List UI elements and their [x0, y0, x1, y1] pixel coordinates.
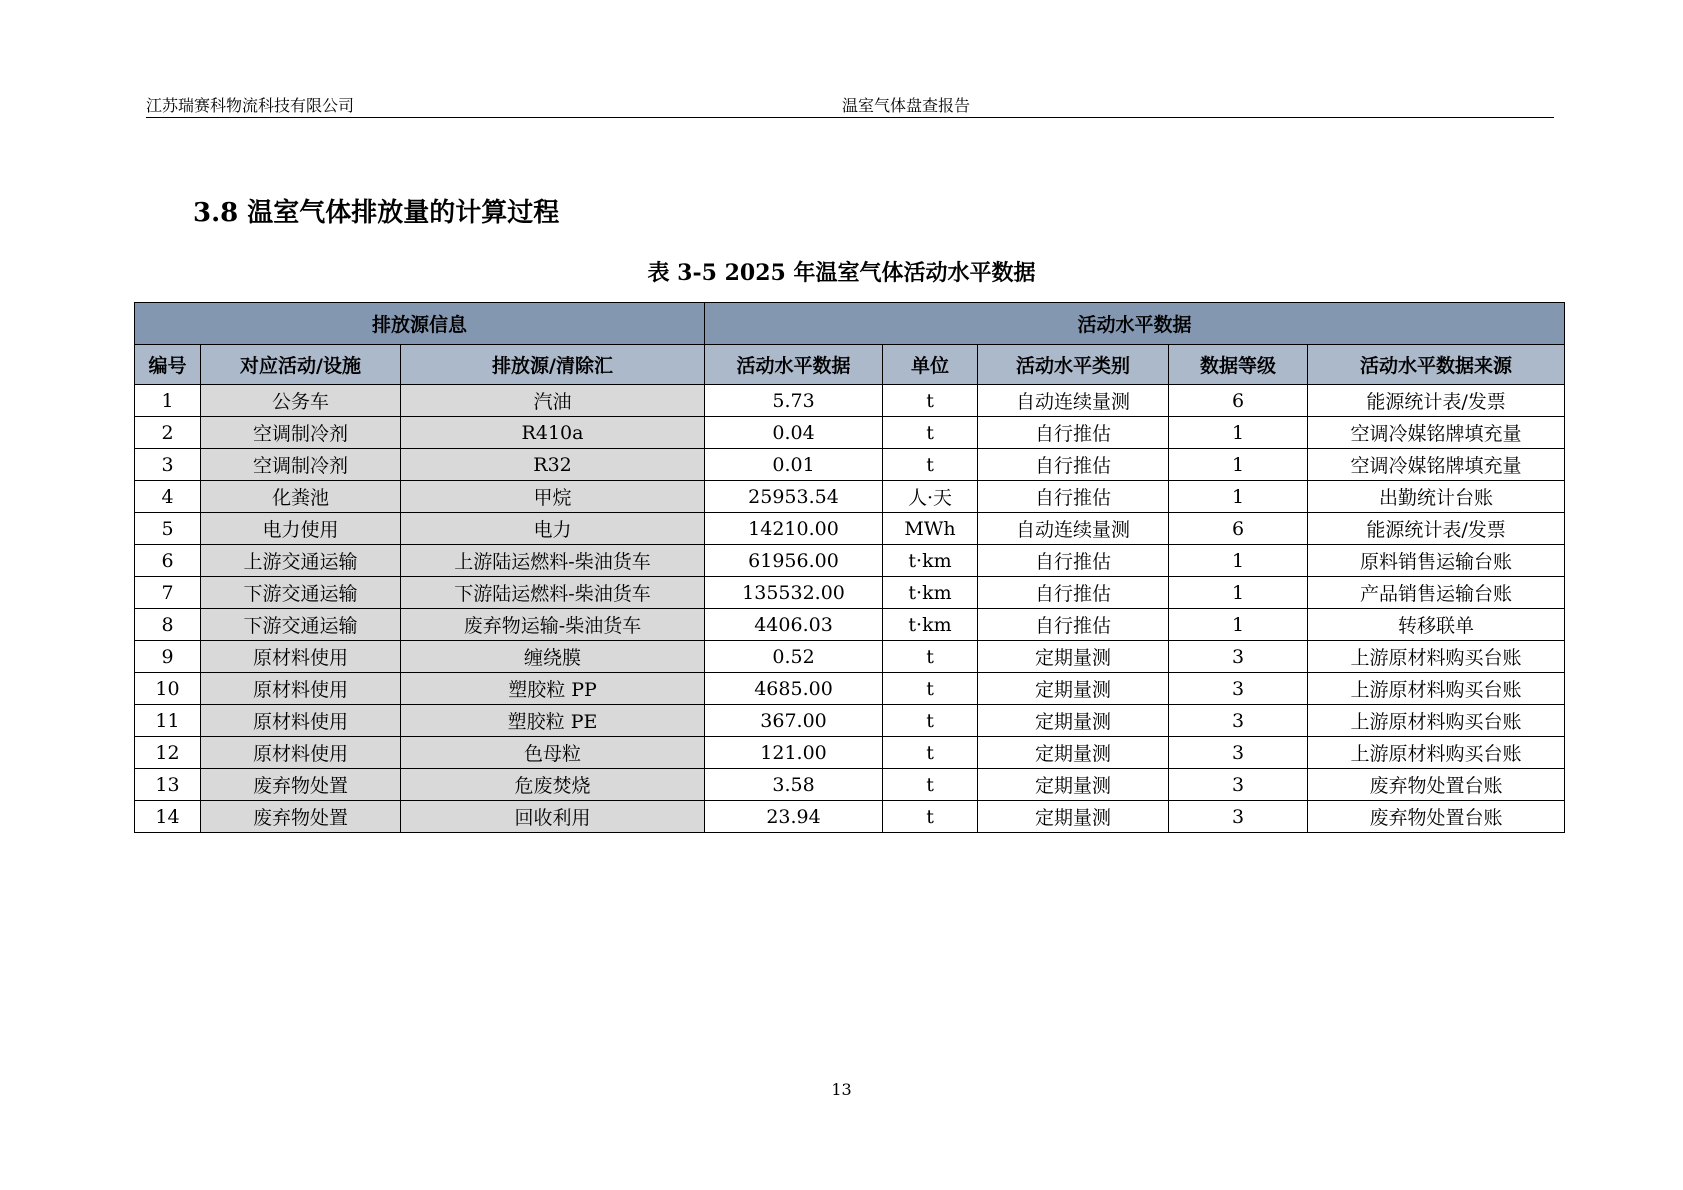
- cell-row-number: 8: [135, 609, 201, 641]
- cell-data-grade: 6: [1169, 385, 1308, 417]
- cell-data-source: 能源统计表/发票: [1308, 513, 1565, 545]
- table-row: [135, 545, 1565, 577]
- table-row: [135, 609, 1565, 641]
- section-title: 3.8 温室气体排放量的计算过程: [193, 198, 560, 228]
- cell-unit: t: [883, 417, 978, 449]
- cell-activity-facility: 原材料使用: [201, 737, 401, 769]
- cell-row-number: 4: [135, 481, 201, 513]
- cell-data-grade: 3: [1169, 673, 1308, 705]
- cell-emission-source: 汽油: [401, 385, 705, 417]
- cell-data-grade: 1: [1169, 481, 1308, 513]
- cell-emission-source: 色母粒: [401, 737, 705, 769]
- cell-emission-source: 塑胶粒 PP: [401, 673, 705, 705]
- table-row: [135, 673, 1565, 705]
- cell-activity-value: 4685.00: [705, 673, 883, 705]
- header-company: 江苏瑞赛科物流科技有限公司: [146, 96, 355, 115]
- cell-data-source: 原料销售运输台账: [1308, 545, 1565, 577]
- cell-data-grade: 1: [1169, 449, 1308, 481]
- header-report-title: 温室气体盘查报告: [842, 96, 971, 115]
- cell-emission-source: 回收利用: [401, 801, 705, 833]
- cell-data-grade: 1: [1169, 577, 1308, 609]
- cell-activity-value: 135532.00: [705, 577, 883, 609]
- cell-activity-category: 自行推估: [978, 545, 1169, 577]
- cell-data-source: 上游原材料购买台账: [1308, 673, 1565, 705]
- cell-data-source: 能源统计表/发票: [1308, 385, 1565, 417]
- cell-row-number: 3: [135, 449, 201, 481]
- cell-activity-value: 3.58: [705, 769, 883, 801]
- cell-activity-category: 自行推估: [978, 481, 1169, 513]
- cell-data-source: 空调冷媒铭牌填充量: [1308, 417, 1565, 449]
- cell-activity-value: 0.04: [705, 417, 883, 449]
- table-body: [135, 385, 1565, 833]
- cell-activity-facility: 电力使用: [201, 513, 401, 545]
- cell-activity-facility: 空调制冷剂: [201, 449, 401, 481]
- cell-activity-category: 定期量测: [978, 673, 1169, 705]
- table-row: [135, 737, 1565, 769]
- cell-row-number: 14: [135, 801, 201, 833]
- cell-activity-value: 121.00: [705, 737, 883, 769]
- cell-unit: t·km: [883, 545, 978, 577]
- cell-activity-value: 0.52: [705, 641, 883, 673]
- cell-activity-value: 25953.54: [705, 481, 883, 513]
- table-row: [135, 641, 1565, 673]
- cell-unit: t: [883, 641, 978, 673]
- cell-activity-category: 定期量测: [978, 801, 1169, 833]
- cell-emission-source: 甲烷: [401, 481, 705, 513]
- cell-emission-source: R32: [401, 449, 705, 481]
- cell-activity-category: 定期量测: [978, 769, 1169, 801]
- cell-activity-facility: 废弃物处置: [201, 801, 401, 833]
- cell-emission-source: 电力: [401, 513, 705, 545]
- cell-activity-value: 5.73: [705, 385, 883, 417]
- cell-emission-source: 塑胶粒 PE: [401, 705, 705, 737]
- cell-activity-value: 14210.00: [705, 513, 883, 545]
- column-header-row: [135, 345, 1565, 385]
- cell-activity-category: 定期量测: [978, 705, 1169, 737]
- column-header: 单位: [883, 345, 978, 385]
- cell-emission-source: 危废焚烧: [401, 769, 705, 801]
- cell-data-grade: 3: [1169, 769, 1308, 801]
- cell-data-source: 转移联单: [1308, 609, 1565, 641]
- table-row: [135, 449, 1565, 481]
- table-caption: 表 3-5 2025 年温室气体活动水平数据: [647, 260, 1036, 286]
- cell-unit: t: [883, 673, 978, 705]
- cell-row-number: 7: [135, 577, 201, 609]
- cell-data-grade: 3: [1169, 737, 1308, 769]
- cell-emission-source: 上游陆运燃料-柴油货车: [401, 545, 705, 577]
- cell-activity-value: 23.94: [705, 801, 883, 833]
- cell-unit: t: [883, 801, 978, 833]
- cell-unit: t: [883, 449, 978, 481]
- cell-activity-facility: 原材料使用: [201, 673, 401, 705]
- cell-emission-source: 缠绕膜: [401, 641, 705, 673]
- cell-emission-source: 下游陆运燃料-柴油货车: [401, 577, 705, 609]
- table-row: [135, 769, 1565, 801]
- cell-activity-category: 定期量测: [978, 737, 1169, 769]
- column-header: 排放源/清除汇: [401, 345, 705, 385]
- cell-row-number: 13: [135, 769, 201, 801]
- cell-data-source: 上游原材料购买台账: [1308, 705, 1565, 737]
- cell-unit: 人·天: [883, 481, 978, 513]
- cell-activity-facility: 空调制冷剂: [201, 417, 401, 449]
- cell-unit: t·km: [883, 609, 978, 641]
- table-row: [135, 705, 1565, 737]
- activity-level-table: [134, 302, 1565, 833]
- cell-activity-facility: 化粪池: [201, 481, 401, 513]
- cell-unit: t: [883, 385, 978, 417]
- cell-activity-facility: 公务车: [201, 385, 401, 417]
- cell-activity-category: 自行推估: [978, 417, 1169, 449]
- cell-data-source: 上游原材料购买台账: [1308, 737, 1565, 769]
- group-header-source-info: 排放源信息: [135, 303, 705, 345]
- cell-activity-facility: 上游交通运输: [201, 545, 401, 577]
- cell-activity-category: 自动连续量测: [978, 513, 1169, 545]
- cell-activity-facility: 废弃物处置: [201, 769, 401, 801]
- cell-row-number: 12: [135, 737, 201, 769]
- column-header: 对应活动/设施: [201, 345, 401, 385]
- table-row: [135, 577, 1565, 609]
- cell-data-grade: 1: [1169, 417, 1308, 449]
- cell-unit: t: [883, 769, 978, 801]
- cell-row-number: 1: [135, 385, 201, 417]
- cell-data-grade: 3: [1169, 641, 1308, 673]
- page-number: 13: [831, 1080, 852, 1099]
- page-header: [146, 91, 1554, 118]
- cell-data-grade: 1: [1169, 545, 1308, 577]
- cell-activity-category: 自行推估: [978, 609, 1169, 641]
- cell-unit: t: [883, 737, 978, 769]
- cell-row-number: 6: [135, 545, 201, 577]
- cell-row-number: 9: [135, 641, 201, 673]
- cell-row-number: 10: [135, 673, 201, 705]
- cell-unit: t: [883, 705, 978, 737]
- cell-activity-category: 定期量测: [978, 641, 1169, 673]
- cell-data-grade: 3: [1169, 801, 1308, 833]
- cell-row-number: 5: [135, 513, 201, 545]
- table-row: [135, 801, 1565, 833]
- column-header: 活动水平数据来源: [1308, 345, 1565, 385]
- cell-activity-value: 61956.00: [705, 545, 883, 577]
- cell-activity-facility: 原材料使用: [201, 705, 401, 737]
- cell-emission-source: 废弃物运输-柴油货车: [401, 609, 705, 641]
- table-row: [135, 481, 1565, 513]
- cell-activity-category: 自行推估: [978, 577, 1169, 609]
- table-row: [135, 385, 1565, 417]
- cell-data-source: 上游原材料购买台账: [1308, 641, 1565, 673]
- cell-activity-value: 4406.03: [705, 609, 883, 641]
- cell-data-source: 出勤统计台账: [1308, 481, 1565, 513]
- cell-data-grade: 6: [1169, 513, 1308, 545]
- cell-data-source: 空调冷媒铭牌填充量: [1308, 449, 1565, 481]
- column-header: 活动水平类别: [978, 345, 1169, 385]
- column-header: 数据等级: [1169, 345, 1308, 385]
- group-header-activity-data: 活动水平数据: [705, 303, 1565, 345]
- cell-row-number: 2: [135, 417, 201, 449]
- cell-data-grade: 3: [1169, 705, 1308, 737]
- cell-activity-facility: 下游交通运输: [201, 609, 401, 641]
- cell-activity-category: 自动连续量测: [978, 385, 1169, 417]
- cell-emission-source: R410a: [401, 417, 705, 449]
- cell-activity-value: 367.00: [705, 705, 883, 737]
- cell-data-source: 废弃物处置台账: [1308, 769, 1565, 801]
- column-header: 活动水平数据: [705, 345, 883, 385]
- group-header-row: [135, 303, 1565, 345]
- cell-data-source: 产品销售运输台账: [1308, 577, 1565, 609]
- table-row: [135, 513, 1565, 545]
- cell-unit: MWh: [883, 513, 978, 545]
- cell-activity-value: 0.01: [705, 449, 883, 481]
- cell-activity-facility: 下游交通运输: [201, 577, 401, 609]
- cell-row-number: 11: [135, 705, 201, 737]
- cell-data-source: 废弃物处置台账: [1308, 801, 1565, 833]
- cell-activity-facility: 原材料使用: [201, 641, 401, 673]
- table-row: [135, 417, 1565, 449]
- cell-activity-category: 自行推估: [978, 449, 1169, 481]
- column-header: 编号: [135, 345, 201, 385]
- cell-data-grade: 1: [1169, 609, 1308, 641]
- cell-unit: t·km: [883, 577, 978, 609]
